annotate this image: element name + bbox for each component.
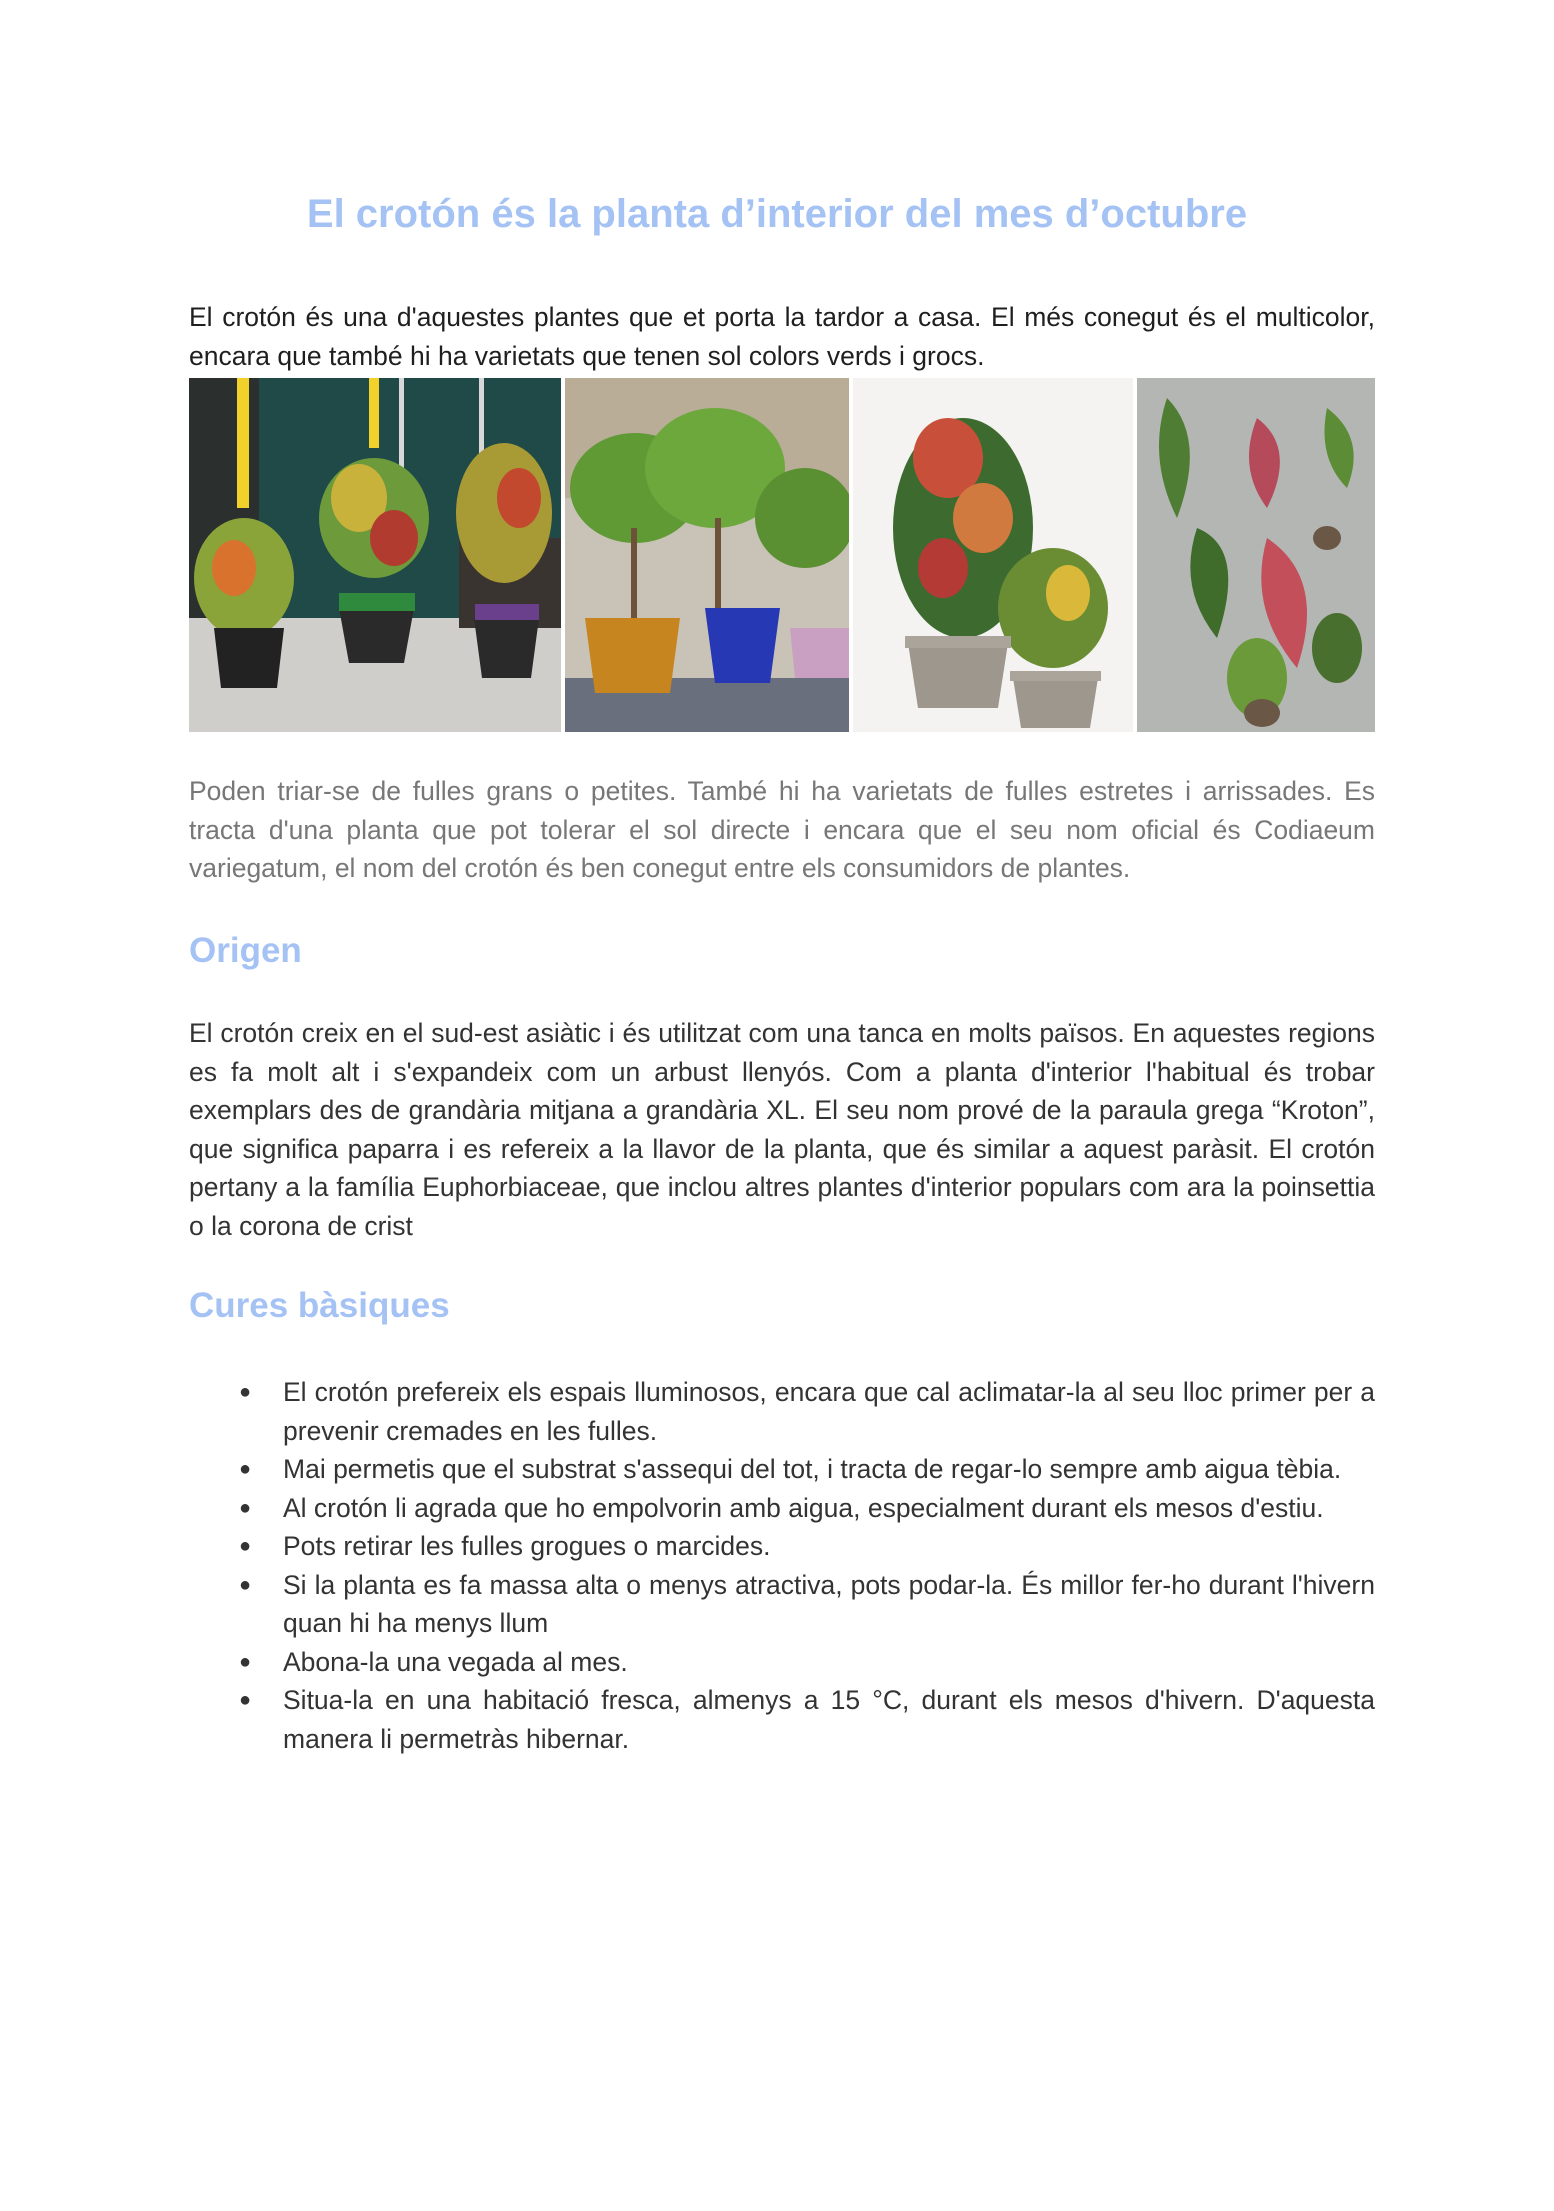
photo-hanging-crotons <box>189 378 561 732</box>
care-list-item <box>189 1527 1375 1566</box>
care-list <box>189 1373 1375 1758</box>
photo-caption-paragraph: Poden triar-se de fulles grans o petites. També hi ha varietats de fulles estretes i arrissades. Es tracta d'una planta que pot tolerar el sol directe i encara que el seu nom oficial és Codiaeum variegatum, el nom del crotón és ben conegut entre els consumidors de plantes. <box>189 776 1375 883</box>
care-item-text: Si la planta es fa massa alta o menys atractiva, pots podar-la. És millor fer-ho durant l'hivern quan hi ha menys llum <box>283 1569 1375 1638</box>
care-list-item <box>189 1681 1375 1758</box>
care-item-text: Mai permetis que el substrat s'assequi del tot, i tracta de regar-lo sempre amb aigua tèbia. <box>283 1454 1342 1484</box>
intro-paragraph: El crotón és una d'aquestes plantes que et porta la tardor a casa. El més conegut és el multicolor, encara que també hi ha varietats que tenen sol colors verds i grocs. <box>189 302 1375 371</box>
bullet-icon: ● <box>239 1650 252 1673</box>
care-item-text: Pots retirar les fulles grogues o marcides. <box>283 1531 771 1561</box>
bullet-icon: ● <box>239 1689 252 1711</box>
origen-paragraph: El crotón creix en el sud-est asiàtic i és utilitzat com una tanca en molts països. En aquestes regions es fa molt alt i s'expandeix com un arbust llenyós. Com a planta d'interior l'habitual és trobar exemplars des de grandària mitjana a grandària XL. El seu nom prové de la paraula grega “Kroton”, que significa paparra i es refereix a la llavor de la planta, que és similar a aquest paràsit. El crotón pertany a la família Euphorbiaceae, que inclou altres plantes d'interior populars com ara la poinsettia o la corona de crist <box>189 1018 1375 1241</box>
section-heading-cures: Cures bàsiques <box>189 1286 450 1325</box>
care-item-text: El crotón prefereix els espais lluminosos, encara que cal aclimatar-la al seu lloc primer per a prevenir cremades en les fulles. <box>283 1377 1375 1446</box>
bullet-icon: ● <box>239 1496 252 1519</box>
photo-crotons-white-background <box>853 378 1133 732</box>
care-item-text: Situa-la en una habitació fresca, almenys a 15 °C, durant els mesos d'hivern. D'aquesta manera li permetràs hibernar. <box>283 1685 1375 1754</box>
photo-croton-leaves <box>1137 378 1375 732</box>
care-list-item <box>189 1566 1375 1643</box>
care-list-item <box>189 1489 1375 1528</box>
care-list-item <box>189 1373 1375 1450</box>
care-list-item <box>189 1643 1375 1682</box>
care-list-item <box>189 1450 1375 1489</box>
care-item-text: Abona-la una vegada al mes. <box>283 1646 628 1677</box>
page-title: El crotón és la planta d’interior del mes d’octubre <box>306 192 1248 236</box>
section-heading-origen: Origen <box>189 931 302 970</box>
bullet-icon: ● <box>239 1381 252 1403</box>
bullet-icon: ● <box>239 1458 252 1480</box>
bullet-icon: ● <box>239 1535 252 1557</box>
bullet-icon: ● <box>239 1573 252 1596</box>
care-item-text: Al crotón li agrada que ho empolvorin amb aigua, especialment durant els mesos d'estiu. <box>283 1492 1324 1523</box>
photo-potted-crotons <box>565 378 849 732</box>
